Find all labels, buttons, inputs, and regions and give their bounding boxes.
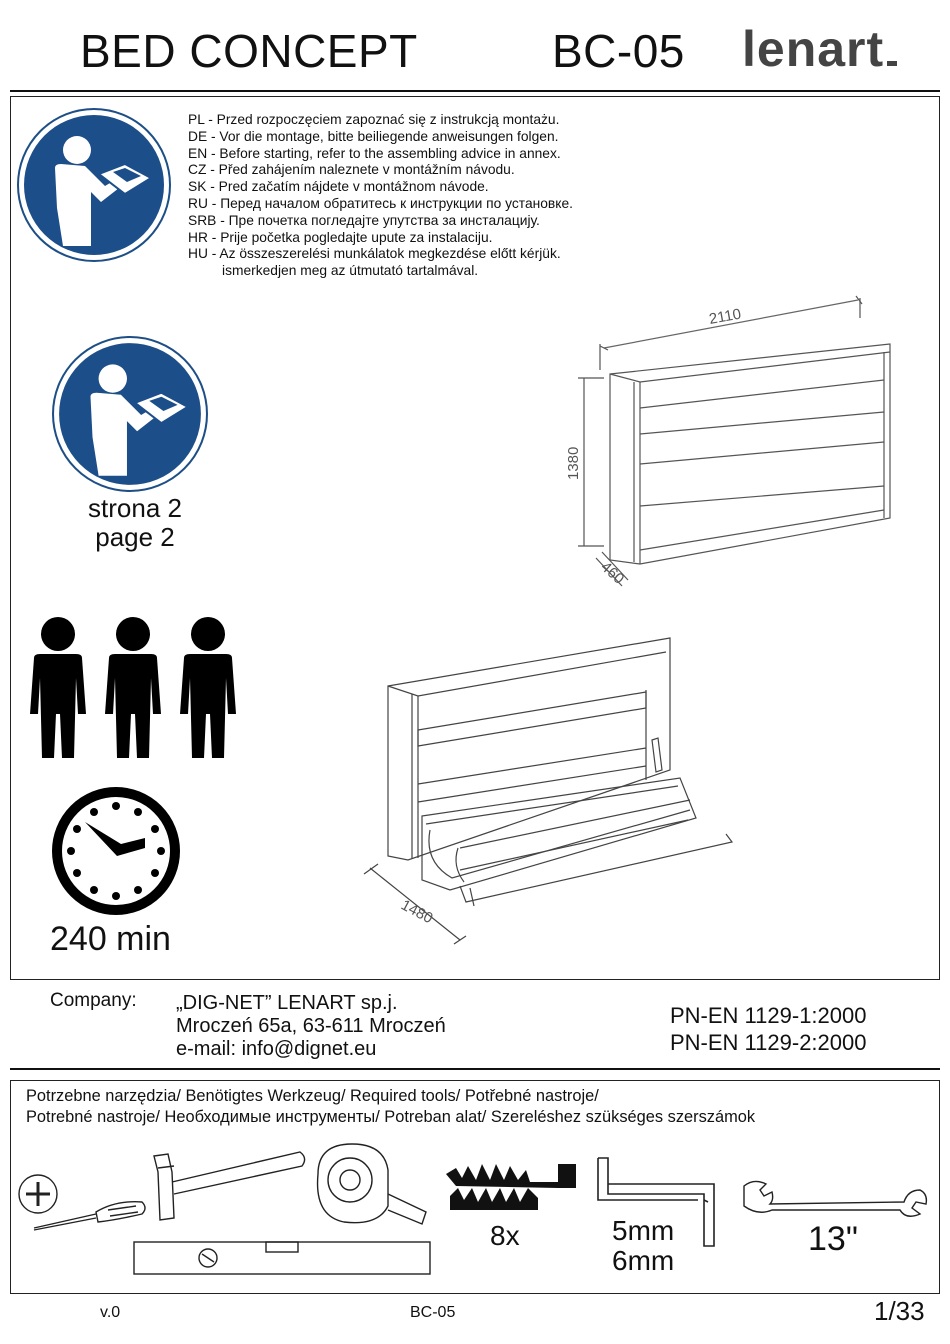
hammer-icon (150, 1148, 310, 1228)
wrench-icon (740, 1176, 930, 1222)
company-label: Company: (50, 990, 137, 1011)
instruction-line: CZ - Před zahájením naleznete v montážním návodu. (188, 162, 515, 178)
brand-logo: lenart (742, 20, 897, 78)
page-number: 1/33 (874, 1296, 925, 1326)
read-manual-icon (52, 336, 208, 492)
instruction-line: SK - Pred začatím nájdete v montážnom návode. (188, 179, 489, 195)
person-icon (178, 614, 238, 760)
header-divider (10, 90, 940, 92)
version-label: v.0 (100, 1304, 121, 1321)
document-title: BED CONCEPT (80, 25, 418, 77)
instruction-line: ismerkedjen meg az útmutató tartalmával. (222, 263, 479, 279)
read-manual-icon (17, 108, 171, 262)
width-dimension-label: 2110 (707, 305, 743, 328)
closed-cabinet-drawing (560, 290, 900, 590)
assembly-time: 240 min (50, 920, 171, 958)
instruction-line: RU - Перед началом обратитесь к инструкции по установке. (188, 195, 573, 211)
company-name: „DIG-NET” LENART sp.j. (176, 992, 398, 1014)
reference-line: page 2 (95, 522, 175, 552)
anchor-quantity: 8x (490, 1220, 520, 1251)
depth-dimension-label: 460 (597, 558, 628, 588)
open-bed-drawing (360, 630, 740, 950)
instruction-line: DE - Vor die montage, bitte beiliegende anweisungen folgen. (188, 128, 559, 144)
person-icon (28, 614, 88, 760)
model-code: BC-05 (552, 25, 685, 77)
norm-line: PN-EN 1129-2:2000 (670, 1030, 867, 1055)
tools-heading-line: Potrebné nastroje/ Необходимые инструменты/ Potreban alat/ Szereléshez szükséges szerszámok (26, 1108, 756, 1126)
tape-measure-icon (304, 1140, 434, 1232)
reference-line: strona 2 (88, 493, 182, 523)
person-icon (103, 614, 163, 760)
company-info (176, 992, 446, 1061)
company-email: e-mail: info@dignet.eu (176, 1038, 377, 1060)
hex-key-size: 5mm (612, 1215, 675, 1246)
footer-model: BC-05 (410, 1304, 456, 1321)
section-divider (10, 1068, 940, 1070)
instruction-line: SRB - Пре почетка погледајте упутства за инсталацију. (188, 212, 540, 228)
instruction-line: HR - Prije početka pogledajte upute za instalaciju. (188, 229, 493, 245)
bed-length-label: 1480 (398, 896, 436, 928)
instruction-line: HU - Az összeszerelési munkálatok megkezdése előtt kérjük. (188, 246, 561, 262)
page-reference (60, 494, 210, 552)
instruction-list (188, 112, 573, 280)
company-address: Mroczeń 65a, 63-611 Mroczeń (176, 1015, 446, 1037)
height-dimension-label: 1380 (565, 446, 582, 480)
instruction-line: EN - Before starting, refer to the assembling advice in annex. (188, 145, 561, 161)
screw-anchor-icon (446, 1158, 578, 1220)
norm-line: PN-EN 1129-1:2000 (670, 1003, 867, 1028)
hex-key-size: 6mm (612, 1245, 675, 1276)
tools-heading (26, 1086, 755, 1128)
clock-icon (51, 786, 181, 916)
spirit-level-icon (132, 1238, 432, 1278)
instruction-line: PL - Przed rozpoczęciem zapoznać się z instrukcją montażu. (188, 112, 560, 127)
tools-heading-line: Potrzebne narzędzia/ Benötigtes Werkzeug/ Required tools/ Potřebné nastroje/ (26, 1087, 599, 1105)
hex-key-sizes (612, 1216, 674, 1276)
wrench-size: 13" (808, 1220, 858, 1258)
norms (670, 1002, 867, 1056)
screwdriver-icon (16, 1172, 156, 1238)
